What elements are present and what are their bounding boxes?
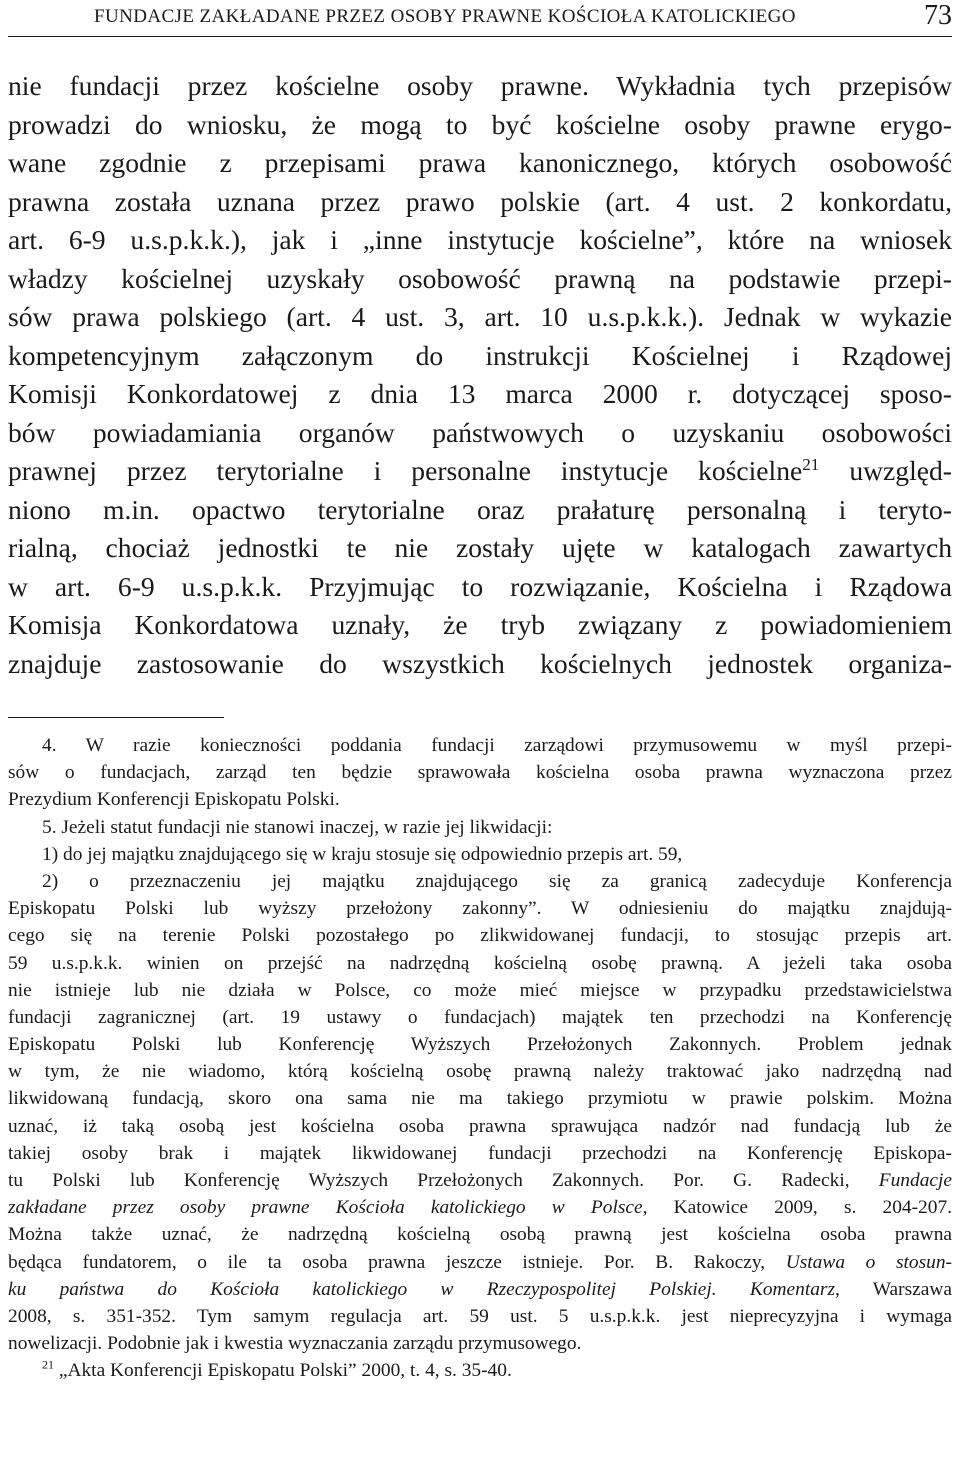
- body-line: prawna została uznana przez prawo polskie (art. 4 ust. 2 konkordatu,: [8, 185, 952, 217]
- body-line-tail: uwzględ-: [849, 455, 952, 486]
- footnote-line-text: tu Polski lub Konferencję Wyższych Przełożonych Zakonnych. Por. G. Radecki,: [8, 1170, 850, 1191]
- footnote-line-radecki: [8, 1167, 952, 1194]
- footnote-line-tail: , Warszawa: [835, 1278, 952, 1300]
- footnote-line: takiej osoby brak i majątek likwidowanej fundacji przechodzi na Konferencję Episkopa-: [8, 1142, 952, 1164]
- footnote-line: uznać, iż taką osobą jest kościelna osoba prawna sprawująca nadzór nad fundacją lub że: [8, 1115, 952, 1137]
- footnote-line: sów o fundacjach, zarząd ten będzie sprawowała kościelna osoba prawna wyznaczona przez: [8, 762, 952, 784]
- body-line: prowadzi do wniosku, że mogą to być kościelne osoby prawne erygo-: [8, 108, 952, 140]
- footnote-line: 1) do jej majątku znajdującego się w kraju stosuje się odpowiednio przepis art. 59,: [42, 843, 683, 865]
- footnote-line: fundacji zagranicznej (art. 19 ustawy o fundacjach) majątek ten przechodzi na Konferencję: [8, 1006, 952, 1028]
- footnote-line: 2008, s. 351-352. Tym samym regulacja art. 59 ust. 5 u.s.p.k.k. jest nieprecyzyjna i wymaga: [8, 1305, 952, 1327]
- footnote-line: 59 u.s.p.k.k. winien on przejść na nadrzędną kościelną osobę prawną. A jeżeli taka osoba: [8, 952, 952, 974]
- footnote-line-rakoczy-title: [8, 1276, 952, 1303]
- footnote-line: Episkopatu Polski lub Konferencję Wyższych Przełożonych Zakonnych. Problem jednak: [8, 1034, 952, 1056]
- book-title-radecki: Fundacje: [878, 1170, 952, 1191]
- header-divider: [8, 36, 952, 37]
- footnote-line-text: będąca fundatorem, o ile ta osoba prawna jeszcze istnieje. Por. B. Rakoczy,: [8, 1251, 766, 1273]
- footnote-21-text: „Akta Konferencji Episkopatu Polski” 2000, t. 4, s. 35-40.: [58, 1360, 512, 1382]
- footnote-ref-21: 21: [802, 454, 820, 474]
- footnotes: [8, 732, 952, 1385]
- body-line: sów prawa polskiego (art. 4 ust. 3, art. 10 u.s.p.k.k.). Jednak w wykazie: [8, 301, 952, 332]
- body-line: niono m.in. opactwo terytorialne oraz prałaturę personalną i teryto-: [8, 493, 952, 525]
- body-line: Komisji Konkordatowej z dnia 13 marca 2000 r. dotyczącej sposo-: [8, 378, 952, 409]
- footnote-line: 4. W razie konieczności poddania fundacji zarządowi przymusowemu w myśl przepi-: [42, 735, 952, 756]
- footnote-line: cego się na terenie Polski pozostałego po zlikwidowanej fundacji, to stosując przepis art.: [8, 925, 952, 947]
- page-number: 73: [924, 0, 952, 31]
- footnote-21-number: 21: [42, 1357, 55, 1372]
- body-line: kompetencyjnym załączonym do instrukcji Kościelnej i Rządowej: [8, 339, 952, 371]
- book-title-radecki-cont: zakładane przez osoby prawne Kościoła katolickiego w Polsce: [8, 1197, 643, 1219]
- footnote-line: 2) o przeznaczeniu jej majątku znajdującego się za granicą zadecyduje Konferencja: [42, 870, 952, 892]
- footnote-line: Można także uznać, że nadrzędną kościelną osobą prawną jest kościelna osoba prawna: [8, 1224, 952, 1246]
- body-line: Komisja Konkordatowa uznały, że tryb związany z powiadomieniem: [8, 609, 952, 640]
- running-title: FUNDACJE ZAKŁADANE PRZEZ OSOBY PRAWNE KOŚCIOŁA KATOLICKIEGO: [94, 6, 796, 27]
- footnote-line: nowelizacji. Podobnie jak i kwestia wyznaczania zarządu przymusowego.: [8, 1333, 582, 1355]
- footnote-line: likwidowaną fundacją, skoro ona sama nie ma takiego przymiotu w prawie polskim. Można: [8, 1088, 952, 1110]
- footnote-line-radecki-title: [8, 1194, 952, 1221]
- footnote-line-tail: , Katowice 2009, s. 204-207.: [642, 1197, 952, 1219]
- body-line: znajduje zastosowanie do wszystkich kościelnych jednostek organiza-: [8, 647, 952, 679]
- footnote-21: [8, 1357, 952, 1384]
- footnote-line: 5. Jeżeli statut fundacji nie stanowi inaczej, w razie jej likwidacji:: [42, 816, 553, 838]
- footnote-line: Prezydium Konferencji Episkopatu Polski.: [8, 789, 340, 811]
- book-title-rakoczy-cont: ku państwa do Kościoła katolickiego w Rzeczypospolitej Polskiej. Komentarz: [8, 1278, 836, 1300]
- footnote-line: nie istnieje lub nie działa w Polsce, co może mieć miejsce w przypadku przedstawicielstwa: [8, 979, 952, 1001]
- body-line-text: prawnej przez terytorialne i personalne instytucje kościelne: [8, 455, 803, 486]
- main-text: [8, 67, 952, 683]
- footnote-line: Episkopatu Polski lub wyższy przełożony zakonny”. W odniesieniu do majątku znajdują-: [8, 898, 952, 920]
- body-line: wane zgodnie z przepisami prawa kanonicznego, których osobowość: [8, 147, 952, 178]
- page-header: [8, 0, 952, 34]
- footnote-divider: [8, 717, 224, 718]
- body-line: rialną, chociaż jednostki te nie zostały ujęte w katalogach zawartych: [8, 532, 952, 563]
- footnote-line: w tym, że nie wiadomo, którą kościelną osobę prawną należy traktować jako nadrzędną nad: [8, 1061, 952, 1083]
- footnote-line-rakoczy: [8, 1249, 952, 1276]
- body-line: bów powiadamiania organów państwowych o uzyskaniu osobowości: [8, 416, 952, 448]
- body-line: art. 6-9 u.s.p.k.k.), jak i „inne instytucje kościelne”, które na wniosek: [8, 224, 952, 255]
- body-line: nie fundacji przez kościelne osoby prawne. Wykładnia tych przepisów: [8, 70, 952, 101]
- body-line: władzy kościelnej uzyskały osobowość prawną na podstawie przepi-: [8, 262, 952, 294]
- body-line: w art. 6-9 u.s.p.k.k. Przyjmując to rozwiązanie, Kościelna i Rządowa: [8, 570, 952, 602]
- body-line-with-footnote-ref: [8, 452, 952, 491]
- book-title-rakoczy: Ustawa o stosun-: [785, 1251, 952, 1273]
